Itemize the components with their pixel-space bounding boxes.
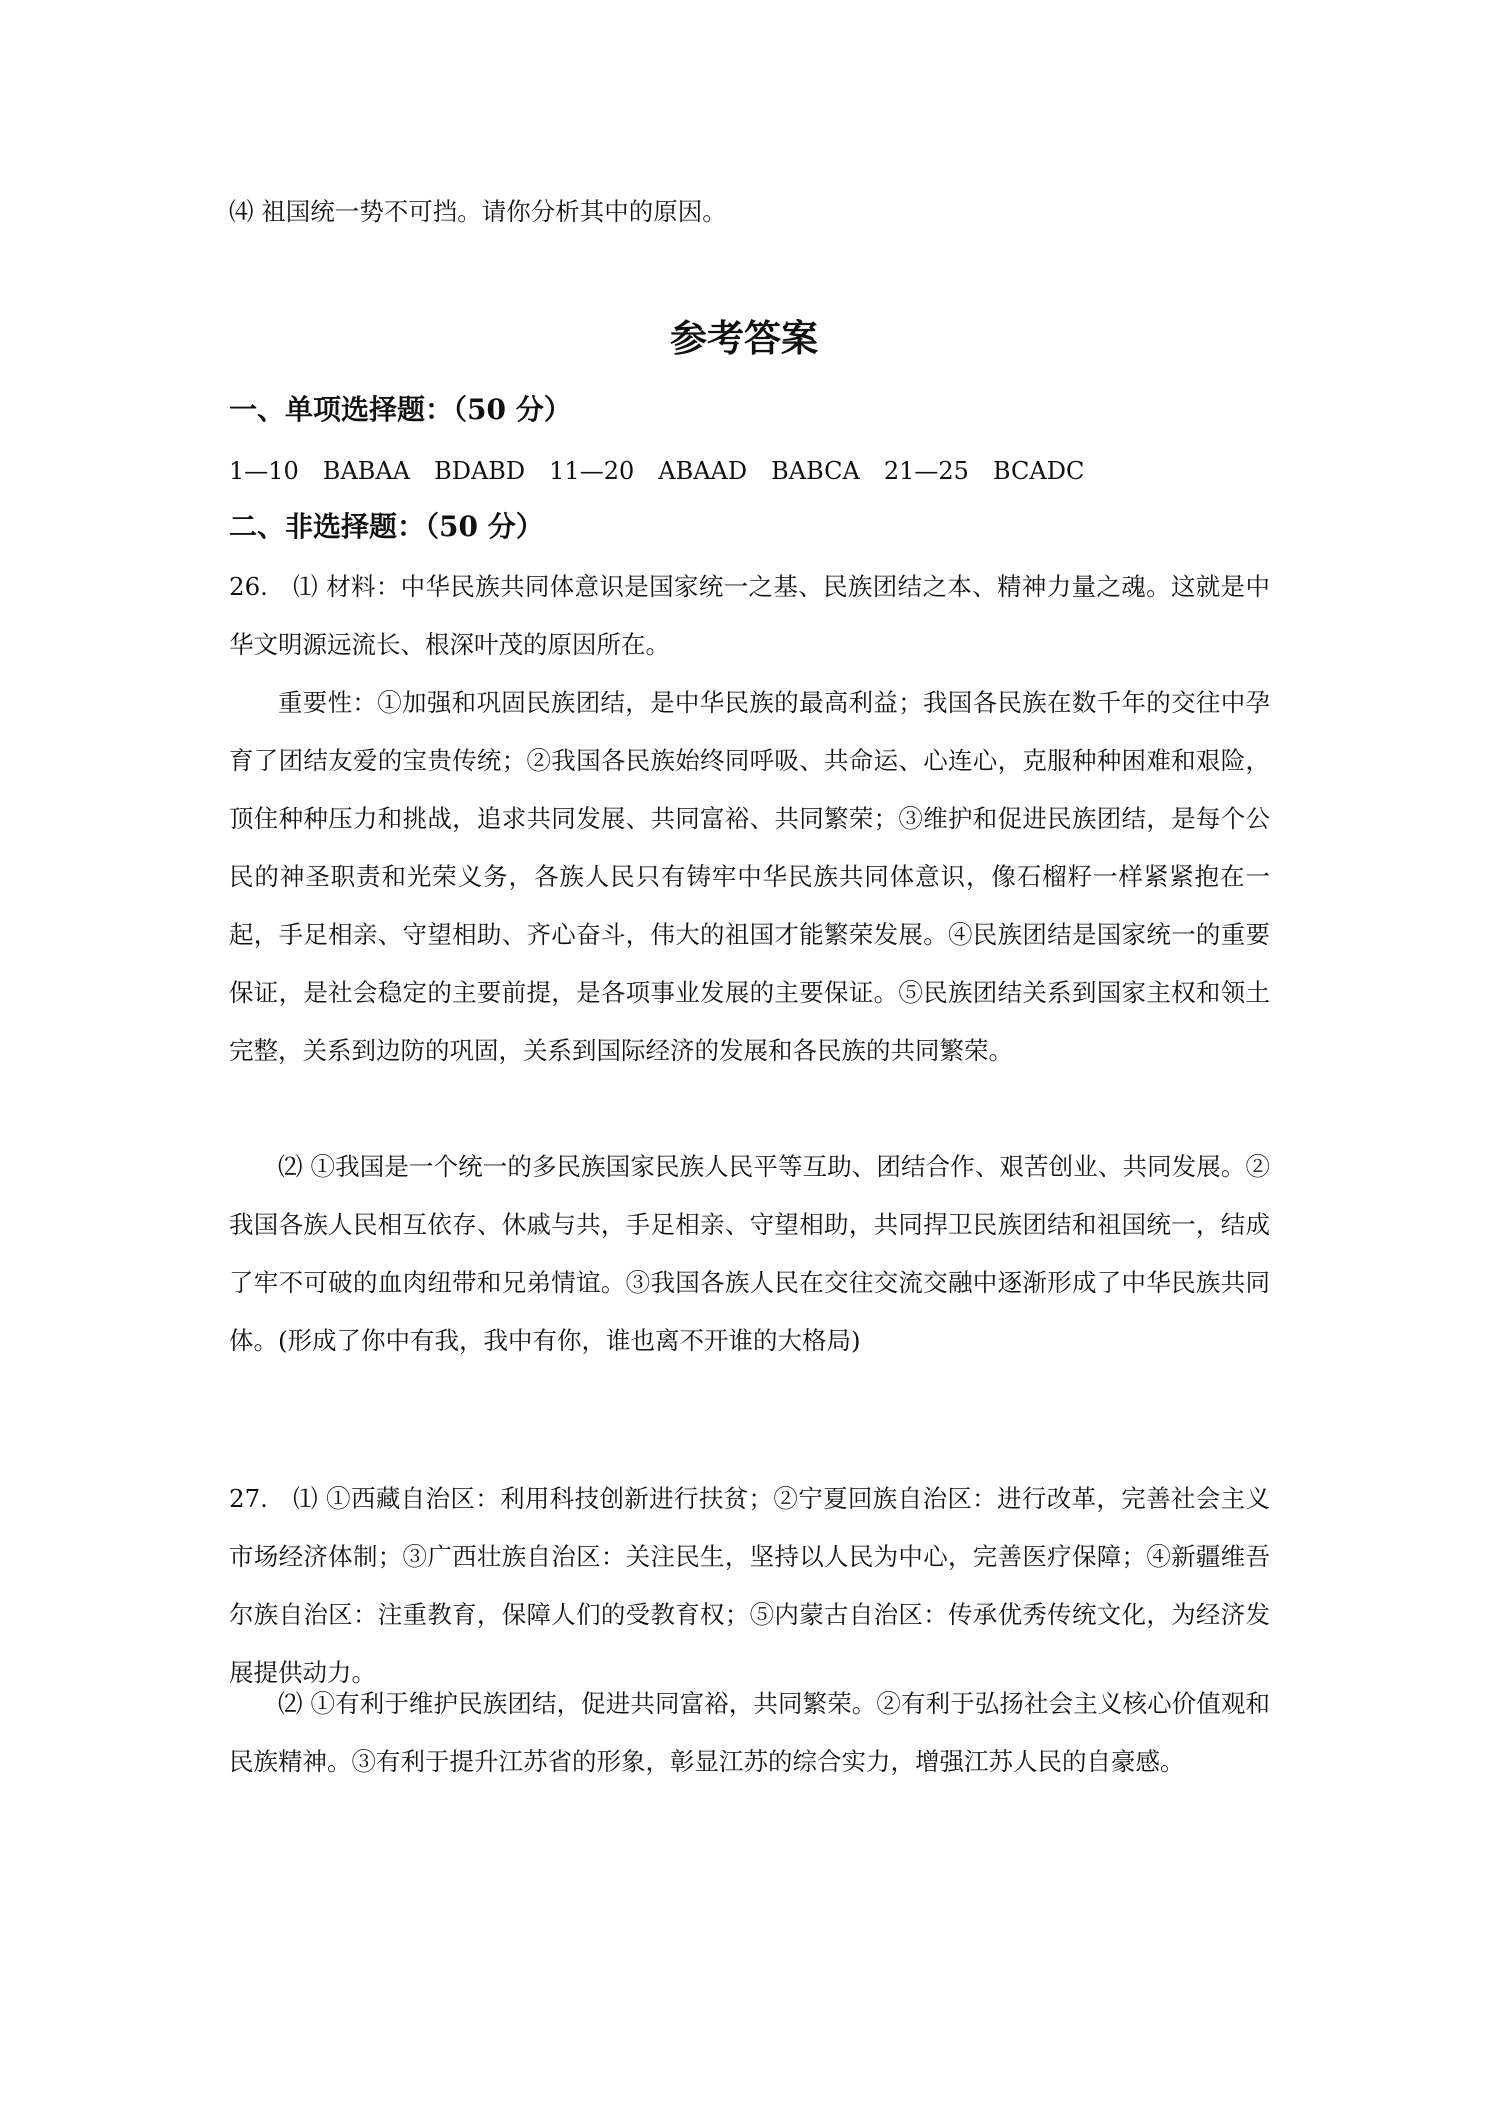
previous-question-text: ⑷ 祖国统一势不可挡。请你分析其中的原因。 — [229, 197, 727, 226]
q26-importance-paragraph: 重要性：①加强和巩固民族团结，是中华民族的最高利益；我国各民族在数千年的交往中孕育了团结友爱的宝贵传统；②我国各民族始终同呼吸、共命运、心连心，克服种种困难和艰险，顶住种种压力和挑战，追求共同发展、共同富裕、共同繁荣；③维护和促进民族团结，是每个公民的神圣职责和光荣义务，各族人民只有铸牢中华民族共同体意识，像石榴籽一样紧紧抱在一起，手足相亲、守望相助、齐心奋斗，伟大的祖国才能繁荣发展。④民族团结是国家统一的重要保证，是社会稳定的主要前提，是各项事业发展的主要保证。⑤民族团结关系到国家主权和领土完整，关系到边防的巩固，关系到国际经济的发展和各民族的共同繁荣。 — [229, 688, 1270, 1065]
section-heading-single-choice: 一、单项选择题：（50 分） — [229, 393, 572, 426]
section-heading-non-choice: 二、非选择题：（50 分） — [229, 510, 544, 543]
q26-part2-paragraph: ⑵ ①我国是一个统一的多民族国家民族人民平等互助、团结合作、艰苦创业、共同发展。②我国各族人民相互依存、休戚与共，手足相亲、守望相助，共同捍卫民族团结和祖国统一，结成了牢不可破的血肉纽带和兄弟情谊。③我国各族人民在交往交流交融中逐渐形成了中华民族共同体。(形成了你中有我，我中有你，谁也离不开谁的大格局) — [229, 1152, 1270, 1355]
q27-part1-paragraph: 27. ⑴ ①西藏自治区：利用科技创新进行扶贫；②宁夏回族自治区：进行改革，完善社会主义市场经济体制；③广西壮族自治区：关注民生，坚持以人民为中心，完善医疗保障；④新疆维吾尔族自治区：注重教育，保障人们的受教育权；⑤内蒙古自治区：传承优秀传统文化，为经济发展提供动力。 — [229, 1484, 1270, 1687]
page-title: 参考答案 — [670, 316, 818, 360]
single-choice-answers: 1—10 BABAA BDABD 11—20 ABAAD BABCA 21—25 BCADC — [229, 457, 1085, 485]
q27-part2-paragraph: ⑵ ①有利于维护民族团结，促进共同富裕，共同繁荣。②有利于弘扬社会主义核心价值观和民族精神。③有利于提升江苏省的形象，彰显江苏的综合实力，增强江苏人民的自豪感。 — [229, 1689, 1270, 1776]
q26-part1-paragraph: 26. ⑴ 材料：中华民族共同体意识是国家统一之基、民族团结之本、精神力量之魂。这就是中华文明源远流长、根深叶茂的原因所在。 — [229, 572, 1270, 659]
